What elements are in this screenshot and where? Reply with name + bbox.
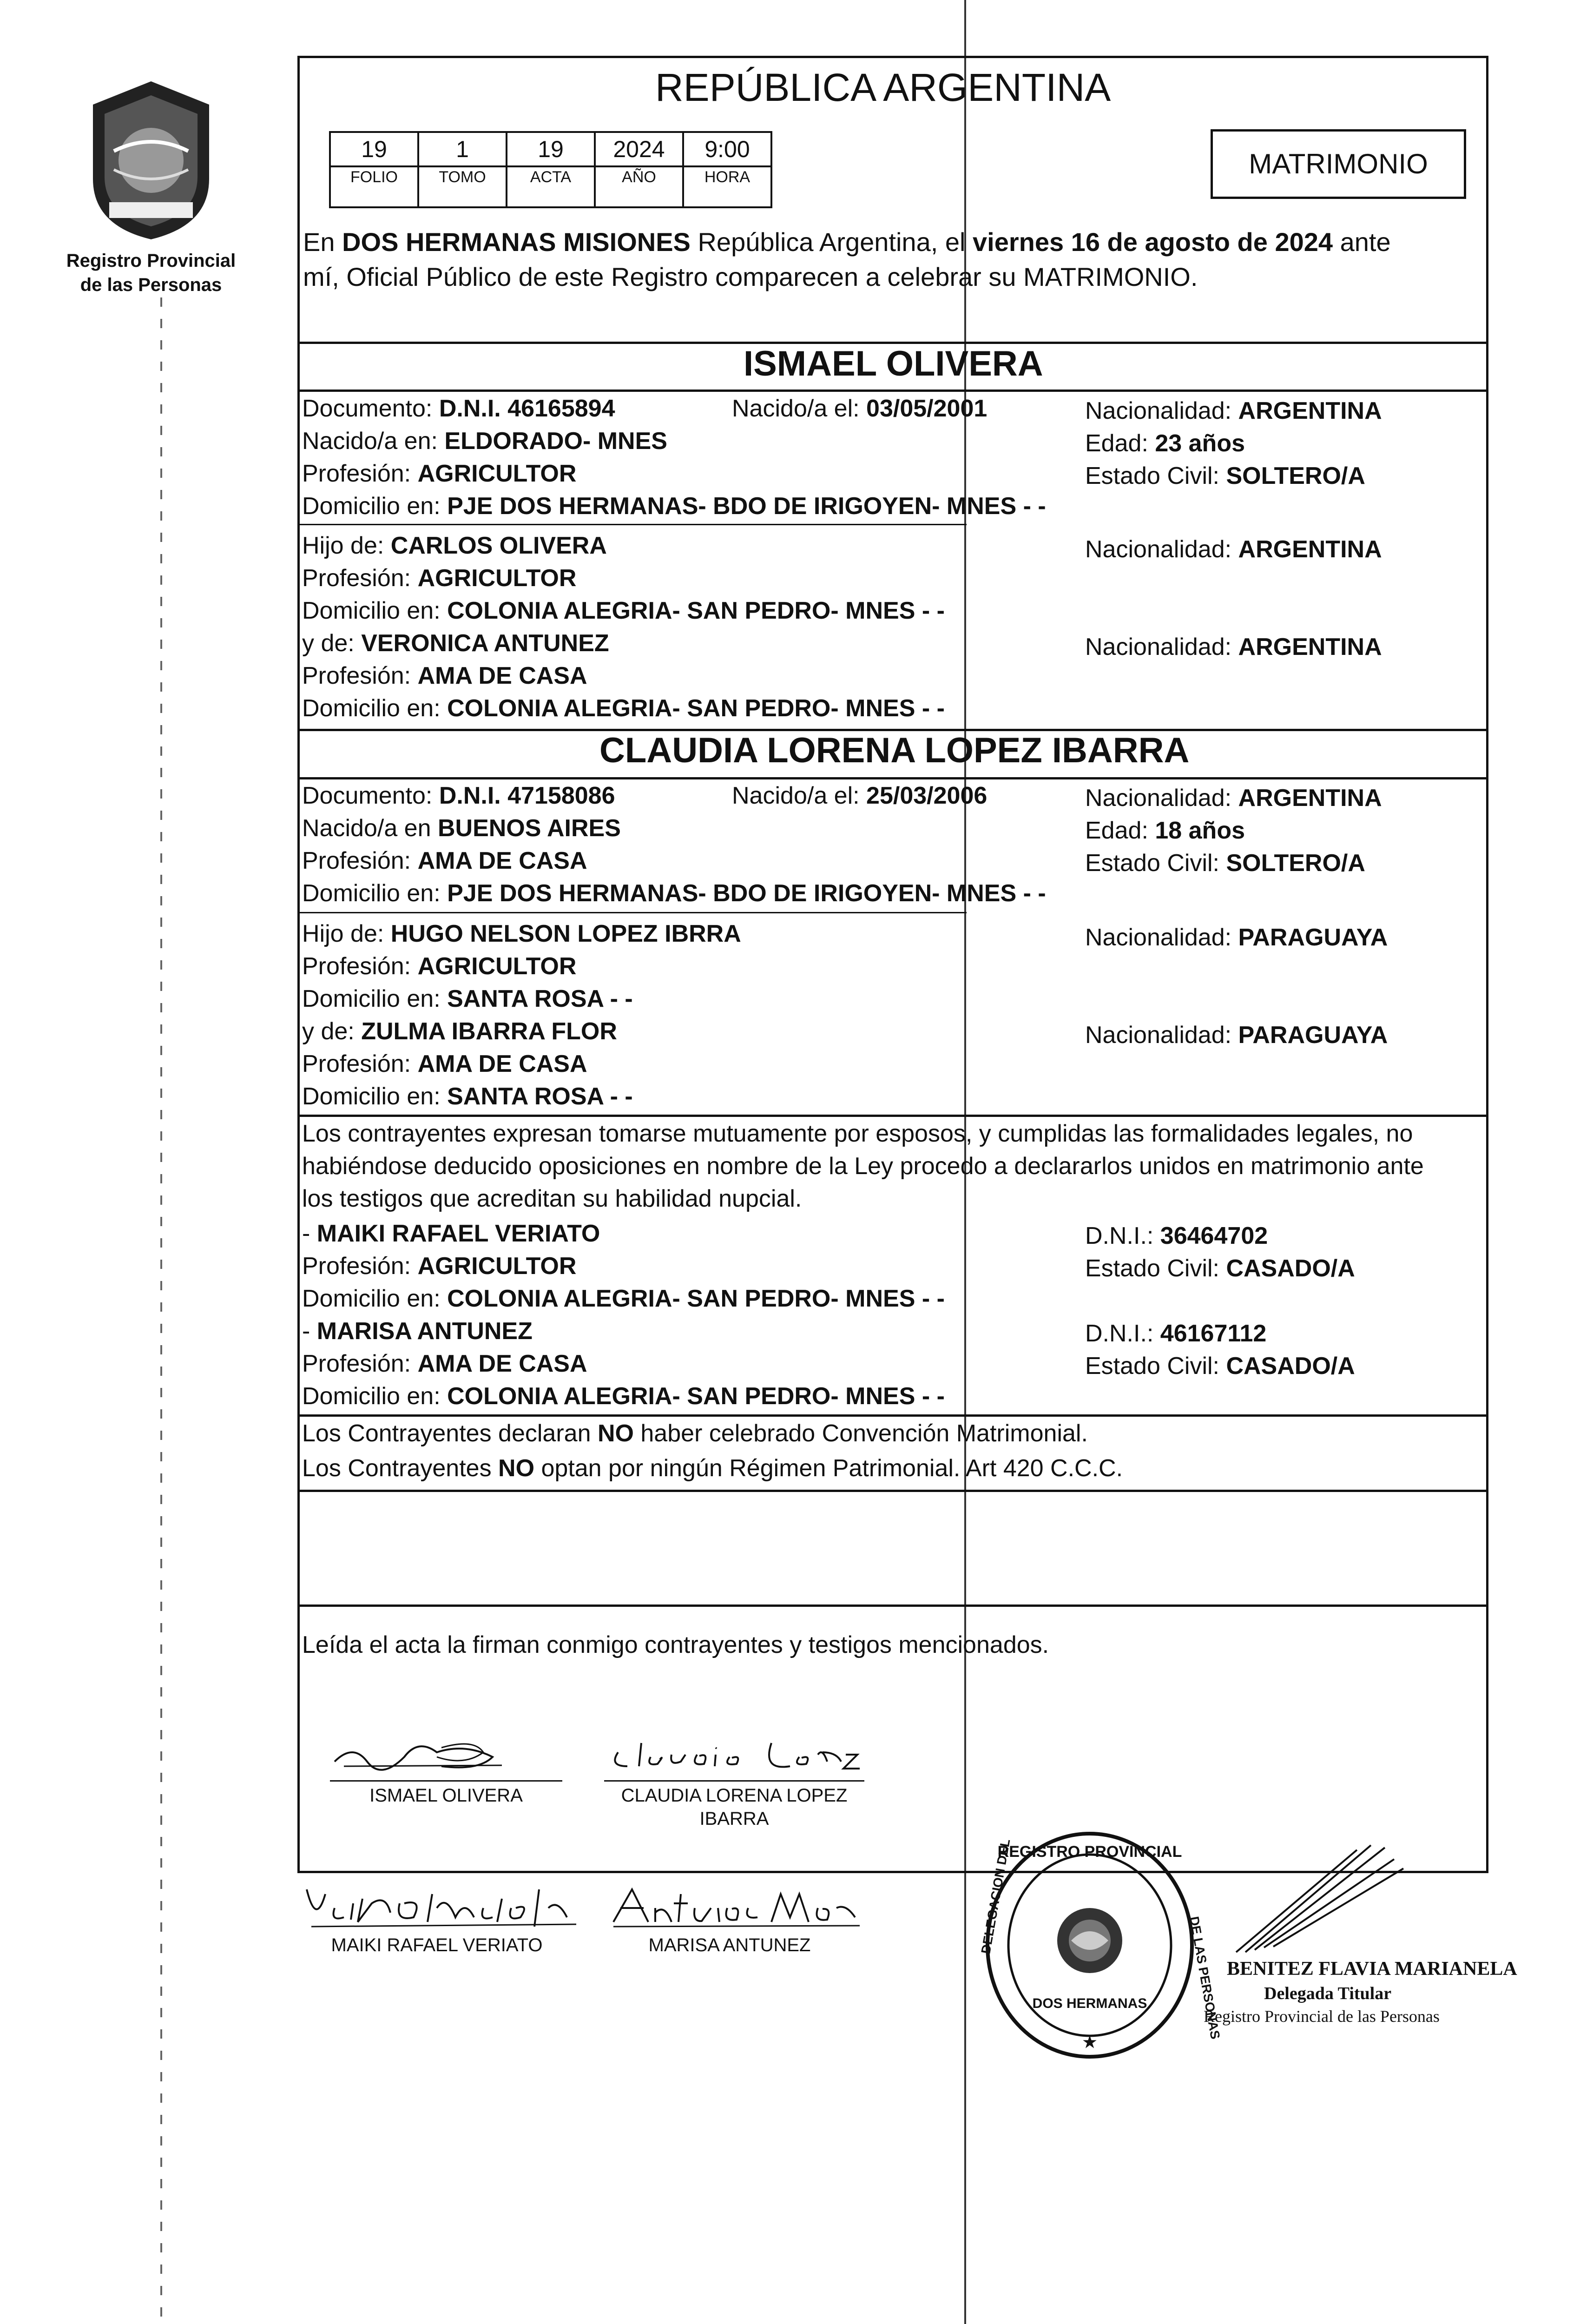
frame-left [297,56,300,1873]
frame-top [297,56,1488,58]
registry-seal [971,1824,1223,2075]
groom-birthplace: Nacido/a en: ELDORADO- MNES [302,428,667,455]
bride-birthdate: Nacido/a el: 25/03/2006 [732,782,988,809]
witness-2-civil-status: Estado Civil: CASADO/A [1085,1353,1355,1380]
groom-profession: Profesión: AGRICULTOR [302,460,577,487]
groom-name: ISMAEL OLIVERA [744,344,1043,383]
groom-civil-status: Estado Civil: SOLTERO/A [1085,462,1365,489]
bride-signature-line [604,1780,864,1782]
divider-groom-bottom [297,390,1488,392]
record-folio: 19 FOLIO [329,131,419,208]
bride-father-address: Domicilio en: SANTA ROSA - - [302,985,633,1012]
groom-father-nationality: Nacionalidad: ARGENTINA [1085,536,1382,563]
bride-father: Hijo de: HUGO NELSON LOPEZ IBRRA [302,920,741,947]
bride-mother-address: Domicilio en: SANTA ROSA - - [302,1083,633,1110]
bride-birthplace: Nacido/a en BUENOS AIRES [302,815,621,842]
witness-2-signature [604,1880,864,1931]
bride-profession: Profesión: AMA DE CASA [302,847,587,874]
bride-nationality: Nacionalidad: ARGENTINA [1085,785,1382,812]
declaration-line-3: los testigos que acreditan su habilidad nupcial. [302,1185,802,1212]
bride-civil-status: Estado Civil: SOLTERO/A [1085,850,1365,877]
record-acta: 19 ACTA [506,131,596,208]
groom-mother-address: Domicilio en: COLONIA ALEGRIA- SAN PEDRO- MNES - - [302,695,945,722]
bride-address: Domicilio en: PJE DOS HERMANAS- BDO DE IRIGOYEN- MNES - - [302,880,1046,907]
closing-statement: Leída el acta la firman conmigo contrayentes y testigos mencionados. [302,1631,1049,1658]
groom-birthdate: Nacido/a el: 03/05/2001 [732,395,988,422]
registry-name: Registro Provincial de las Personas [66,251,236,295]
witness-2-profession: Profesión: AMA DE CASA [302,1350,587,1377]
bride-signature-name-2: IBARRA [699,1809,769,1829]
groom-signature [325,1729,520,1780]
record-anio: 2024 AÑO [594,131,684,208]
bride-signature [604,1734,864,1780]
divider-bride-bottom [297,777,1488,779]
groom-age: Edad: 23 años [1085,430,1245,457]
witness-1-address: Domicilio en: COLONIA ALEGRIA- SAN PEDRO- MNES - - [302,1285,945,1312]
bride-mother-profession: Profesión: AMA DE CASA [302,1050,587,1077]
witness-1-civil-status: Estado Civil: CASADO/A [1085,1255,1355,1282]
groom-father-address: Domicilio en: COLONIA ALEGRIA- SAN PEDRO- MNES - - [302,597,945,624]
divider-groom-parents [297,524,967,525]
groom-father: Hijo de: CARLOS OLIVERA [302,532,607,559]
witness-2-signature-name: MARISA ANTUNEZ [648,1935,811,1955]
regime-line-1: Los Contrayentes declaran NO haber celebrado Convención Matrimonial. [302,1420,1088,1447]
witness-2-name: - MARISA ANTUNEZ [302,1318,533,1345]
svg-text:DE LAS PERSONAS: DE LAS PERSONAS [1187,1915,1223,2040]
divider-declaration [297,1115,1488,1117]
groom-documento: Documento: D.N.I. 46165894 [302,395,615,422]
divider-notes-top [297,1490,1488,1492]
margin-dots [160,297,162,2324]
frame-right [1486,56,1488,1873]
bride-age: Edad: 18 años [1085,817,1245,844]
bride-mother: y de: ZULMA IBARRA FLOR [302,1018,617,1045]
witness-1-profession: Profesión: AGRICULTOR [302,1253,577,1280]
provincial-emblem [81,77,221,244]
svg-text:DOS HERMANAS: DOS HERMANAS [1032,1996,1147,2011]
bride-signature-name-1: CLAUDIA LORENA LOPEZ [621,1785,848,1806]
witness-1-name: - MAIKI RAFAEL VERIATO [302,1220,600,1247]
groom-signature-name: ISMAEL OLIVERA [369,1785,523,1806]
official-name: BENITEZ FLAVIA MARIANELA [1227,1958,1517,1980]
official-office: Registro Provincial de las Personas [1204,2007,1440,2026]
page-title: REPÚBLICA ARGENTINA [655,66,1111,109]
bride-mother-nationality: Nacionalidad: PARAGUAYA [1085,1022,1388,1049]
divider-bride-parents [297,912,967,913]
groom-mother: y de: VERONICA ANTUNEZ [302,630,609,657]
groom-mother-nationality: Nacionalidad: ARGENTINA [1085,634,1382,660]
groom-mother-profession: Profesión: AMA DE CASA [302,662,587,689]
bride-name: CLAUDIA LORENA LOPEZ IBARRA [599,731,1190,770]
bride-father-nationality: Nacionalidad: PARAGUAYA [1085,924,1388,951]
declaration-line-2: habiéndose deducido oposiciones en nombre de la Ley procedo a declararlos unidos en matrimonio ante [302,1153,1424,1180]
record-hora: 9:00 HORA [682,131,772,208]
intro-line-2: mí, Oficial Público de este Registro comparecen a celebrar su MATRIMONIO. [303,262,1198,291]
witness-2-dni: D.N.I.: 46167112 [1085,1320,1267,1347]
declaration-line-1: Los contrayentes expresan tomarse mutuamente por esposos, y cumplidas las formalidades legales, no [302,1120,1413,1147]
bride-father-profession: Profesión: AGRICULTOR [302,953,577,980]
regime-line-2: Los Contrayentes NO optan por ningún Régimen Patrimonial. Art 420 C.C.C. [302,1455,1123,1482]
groom-nationality: Nacionalidad: ARGENTINA [1085,397,1382,424]
intro-line-1: En DOS HERMANAS MISIONES República Argentina, el viernes 16 de agosto de 2024 ante [303,227,1391,257]
witness-1-signature [297,1875,586,1936]
divider-notes-bottom [297,1604,1488,1607]
doc-type-label: MATRIMONIO [1249,148,1428,179]
groom-signature-line [330,1780,562,1782]
witness-2-address: Domicilio en: COLONIA ALEGRIA- SAN PEDRO- MNES - - [302,1383,945,1410]
svg-text:REGISTRO PROVINCIAL: REGISTRO PROVINCIAL [997,1843,1182,1861]
witness-1-signature-name: MAIKI RAFAEL VERIATO [331,1935,543,1955]
bride-documento: Documento: D.N.I. 47158086 [302,782,615,809]
record-tomo: 1 TOMO [417,131,507,208]
official-title: Delegada Titular [1264,1984,1392,2003]
svg-text:★: ★ [1082,2034,1097,2051]
groom-father-profession: Profesión: AGRICULTOR [302,565,577,592]
official-signature [1218,1841,1468,1961]
divider-regime [297,1414,1488,1417]
witness-1-dni: D.N.I.: 36464702 [1085,1222,1268,1249]
groom-address: Domicilio en: PJE DOS HERMANAS- BDO DE IRIGOYEN- MNES - - [302,493,1046,520]
doc-type-badge [1211,129,1466,199]
svg-text:DELEGACION DEL: DELEGACION DEL [978,1837,1013,1955]
